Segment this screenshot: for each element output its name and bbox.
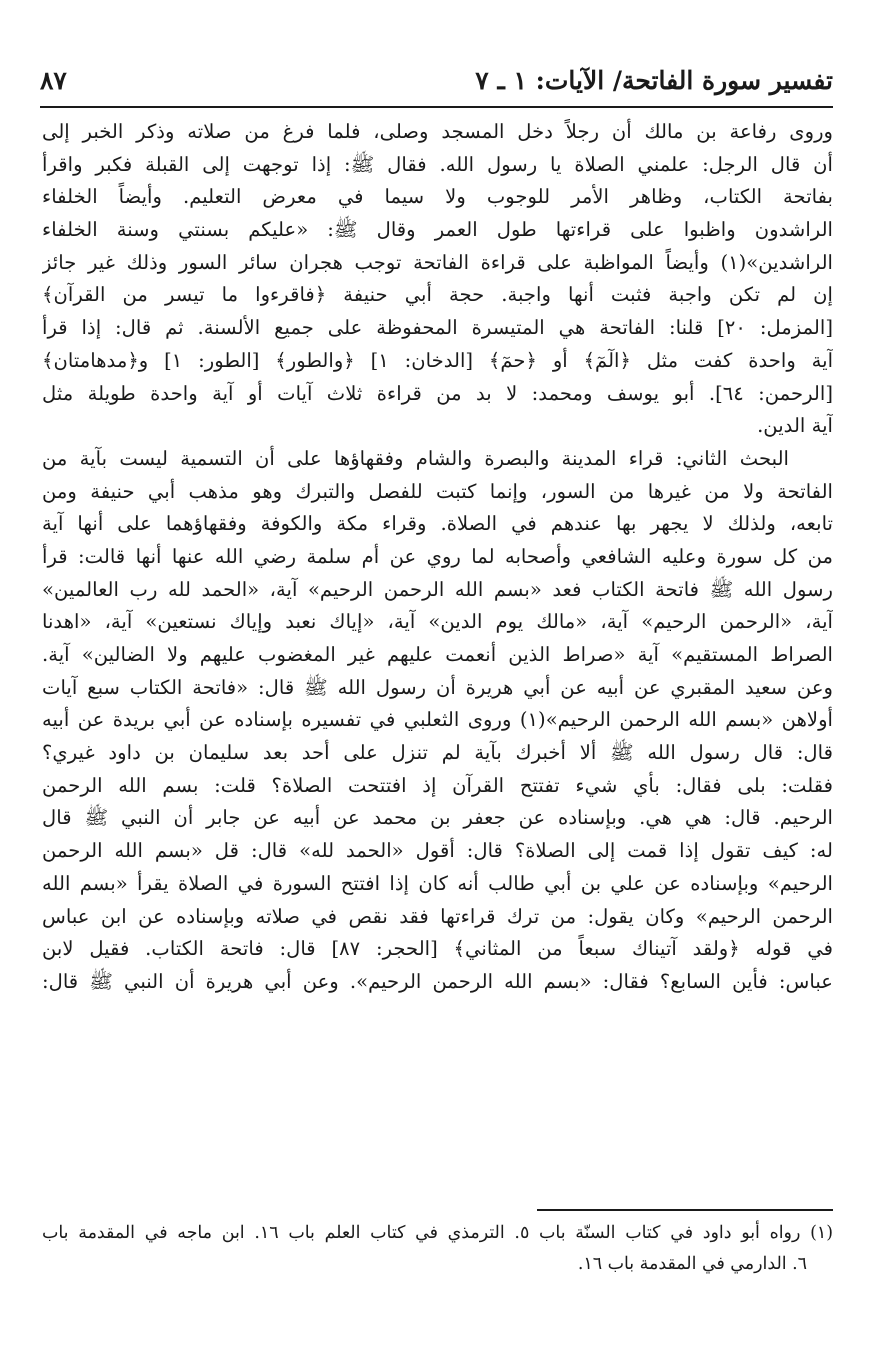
body-line: آية، «الرحمن الرحيم» آية، «مالك يوم الدين» آية، «إياك نعبد وإياك نستعين» آية، «اهدنا xyxy=(42,610,833,634)
body-line: الرحيم. قال: هي هي. وبإسناده عن جعفر بن محمد عن أبيه عن جابر أن النبي ﷺ قال xyxy=(42,806,833,830)
body-text xyxy=(42,116,833,1206)
body-line: بفاتحة الكتاب، وظاهر الأمر للوجوب ولا سيما في معرض التعليم. وأيضاً الخلفاء xyxy=(42,185,833,209)
body-line: إن لم تكن واجبة فثبت أنها واجبة. حجة أبي حنيفة ﴿فاقرءوا ما تيسر من القرآن﴾ xyxy=(42,283,833,307)
body-line: من كل سورة وعليه الشافعي وأصحابه لما روي عن أم سلمة رضي الله عنها أنها قالت: قرأ xyxy=(42,544,833,568)
body-line: الصراط المستقيم» آية «صراط الذين أنعمت عليهم غير المغضوب عليهم ولا الضالين» آية. xyxy=(42,643,833,666)
body-line: الفاتحة ولا من غيرها من السور، وإنما كتبت للفصل والتبرك وهو مذهب أبي حنيفة ومن xyxy=(42,479,833,503)
body-line: فقلت: بلى فقال: بأي شيء تفتتح القرآن إذ افتتحت الصلاة؟ قلت: بسم الله الرحمن xyxy=(42,773,833,797)
running-title: تفسير سورة الفاتحة/ الآيات: ١ ـ ٧ xyxy=(475,66,833,95)
body-line: آية واحدة كفت مثل ﴿الٓمٓ﴾ أو ﴿حمٓ﴾ [الدخان: ١] ﴿والطور﴾ [الطور: ١] و﴿مدهامتان﴾ xyxy=(42,348,833,372)
body-line: عباس: فأين السابع؟ فقال: «بسم الله الرحمن الرحيم». وعن أبي هريرة أن النبي ﷺ قال: xyxy=(42,969,833,993)
body-line: [الرحمن: ٦٤]. أبو يوسف ومحمد: لا بد من قراءة ثلاث آيات أو آية واحدة طويلة مثل xyxy=(42,381,833,405)
body-line: الراشدون واظبوا على قراءتها طول العمر وقال ﷺ: «عليكم بسنتي وسنة الخلفاء xyxy=(42,218,833,242)
footnote-line: (١) رواه أبو داود في كتاب السنّة باب ٥. الترمذي في كتاب العلم باب ١٦. ابن ماجه في المقدمة باب xyxy=(42,1223,833,1243)
body-line: أن قال الرجل: علمني الصلاة يا رسول الله. فقال ﷺ: إذا توجهت إلى القبلة فكبر واقرأ xyxy=(42,152,833,176)
body-line: الرحمن الرحيم» وكان يقول: من ترك قراءتها فقد نقص في صلاته وبإسناده عن ابن عباس xyxy=(42,904,833,928)
body-line: تابعه، ولذلك لا يجهر بها عندهم في الصلاة. وقراء مكة والكوفة وفقهاؤهما على أنها آية xyxy=(42,512,833,536)
footnote-divider xyxy=(537,1209,833,1211)
body-line: في قوله ﴿ولقد آتيناك سبعاً من المثاني﴾ [الحجر: ٨٧] قال: فاتحة الكتاب. فقيل لابن xyxy=(42,937,833,961)
body-line: رسول الله ﷺ فاتحة الكتاب فعد «بسم الله الرحمن الرحيم» آية، «الحمد لله رب العالمين» xyxy=(42,577,833,601)
body-line: آية الدين. xyxy=(757,414,833,438)
body-line: وروى رفاعة بن مالك أن رجلاً دخل المسجد وصلى، فلما فرغ من صلاته وذكر الخبر إلى xyxy=(42,120,833,143)
footnotes xyxy=(42,1218,833,1280)
page-number: ٨٧ xyxy=(40,66,67,95)
body-line: الرحيم» وبإسناده عن علي بن أبي طالب أنه كان إذا افتتح السورة في الصلاة يقرأ «بسم الله xyxy=(42,871,833,895)
body-line: قال: قال رسول الله ﷺ ألا أخبرك بآية لم تنزل على أحد بعد سليمان بن داود غيري؟ xyxy=(42,741,833,765)
body-line: [المزمل: ٢٠] قلنا: الفاتحة هي المتيسرة المحفوظة على جميع الألسنة. ثم قال: إذا قرأ xyxy=(42,316,833,340)
body-line: أولاهن «بسم الله الرحمن الرحيم»(١) وروى الثعلبي في تفسيره بإسناده عن أبي بريدة عن أبيه xyxy=(42,708,833,732)
body-line: وعن سعيد المقبري عن أبيه عن أبي هريرة أن رسول الله ﷺ قال: «فاتحة الكتاب سبع آيات xyxy=(42,675,833,699)
body-line: له: كيف تقول إذا قمت إلى الصلاة؟ قال: أقول «الحمد لله» قال: قل «بسم الله الرحمن xyxy=(42,839,833,863)
footnote-line: ٦. الدارمي في المقدمة باب ١٦. xyxy=(577,1254,807,1274)
body-line: الراشدين»(١) وأيضاً المواظبة على قراءة الفاتحة توجب هجران سائر السور وذلك غير جائز xyxy=(42,250,833,274)
section-heading-line: البحث الثاني: قراء المدينة والبصرة والشام وفقهاؤها على أن التسمية ليست بآية من xyxy=(42,446,789,470)
page-header xyxy=(40,58,833,108)
